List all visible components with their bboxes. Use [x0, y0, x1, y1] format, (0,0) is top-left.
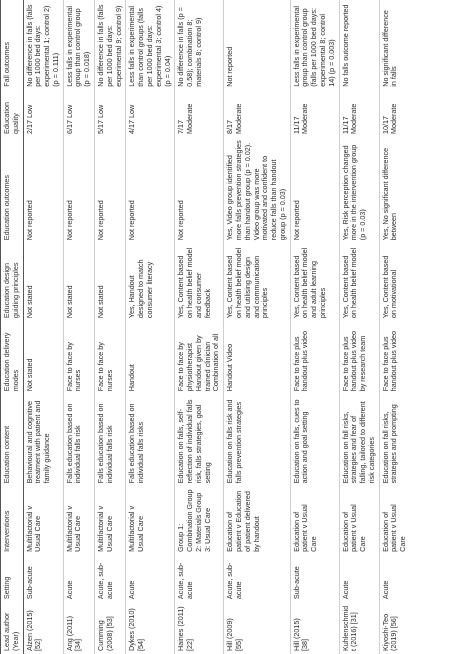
header-education-quality: Education quality [1, 90, 24, 137]
header-interventions: Interventions [1, 486, 24, 554]
cell-fall-outcomes: Less falls in experimental group than control group (falls per 1000 bed days: experimental 8; control 14) (p = 0.003) [290, 0, 339, 90]
cell-setting: Sub-acute [290, 555, 339, 602]
cell-interventions: Multifactorial v Usual Care [63, 486, 94, 554]
cell-fall-outcomes: Less falls in experimental than control groups (falls per 1000 bed days: experimental 3; control 4) (p = 0.04) [126, 0, 175, 90]
cell-delivery-modes: Handout Video [224, 321, 290, 394]
cell-design-principles: Yes, Handout designed to match consumer literacy [126, 243, 175, 321]
cell-lead-author: Kiyoshi-Teo (2019) [56] [380, 613, 399, 651]
table-header [1, 0, 24, 654]
cell-fall-outcomes: No difference in falls (falls per 1000 bed days: experimental 9; control 9) [95, 0, 126, 90]
cell-design-principles: Not stated [95, 243, 126, 321]
cell-education-quality: 11/17 Moderate [290, 90, 339, 137]
cell-education-quality: 7/17 Moderate [175, 90, 224, 137]
cell-education-outcomes: Not reported [95, 137, 126, 243]
table-row [290, 0, 339, 654]
cell-education-content: Education on falls, cues to action and goal setting [290, 394, 339, 486]
cell-education-outcomes: Yes, Risk perception changed more in the intervention group (p = 0.03) [339, 137, 379, 243]
cell-design-principles: Yes, Content based on health belief model and utilising design and communication principles [224, 243, 290, 321]
cell-delivery-modes: Face to face by physiotherapist Handout given by trained clinician Combination of all [175, 321, 224, 394]
cell-interventions: Multifactorial v Usual Care [95, 486, 126, 554]
cell-education-outcomes: Yes, No significant difference between [380, 147, 399, 241]
cell-setting: Sub-acute [23, 555, 63, 602]
cell-design-principles: Not stated [23, 243, 63, 321]
cell-design-principles: Yes, Content based on motivational [380, 255, 399, 319]
cell-education-quality: 5/17 Low [95, 90, 126, 137]
cell-setting: Acute [380, 580, 390, 600]
cell-education-outcomes: Not reported [175, 137, 224, 243]
cell-setting: Acute [63, 555, 94, 602]
table-row [175, 0, 224, 654]
header-lead-author: Lead author (Year) [1, 602, 24, 654]
cell-lead-author: Dykes (2010) [54] [126, 602, 175, 654]
cell-education-outcomes: Not reported [290, 137, 339, 243]
table-row [126, 0, 175, 654]
cell-education-outcomes: Not reported [23, 137, 63, 243]
cell-delivery-modes: Not stated [23, 321, 63, 394]
cell-lead-author: Haines (2011) [22] [175, 602, 224, 654]
cell-education-content: Education on fall risks, strategies and fear of falling, tailored to different risk categories [339, 394, 379, 486]
cell-education-content: Behavioural and cognitive treatment with patient and family guidance [23, 394, 63, 486]
cell-education-content: Education on falls, self-reflection of individual falls risk, falls strategies, goal setting [175, 394, 224, 486]
header-design-principles: Education design guiding principles [1, 243, 24, 321]
table-row [23, 0, 63, 654]
cell-delivery-modes: Face to face plus handout plus video by research team [339, 321, 379, 394]
cell-delivery-modes: Face to face by nurses [63, 321, 94, 394]
table-row [379, 0, 410, 654]
header-setting: Setting [1, 555, 24, 602]
table-row [339, 0, 379, 654]
table-row [95, 0, 126, 654]
cell-design-principles: Not stated [63, 243, 94, 321]
cell-fall-outcomes: Not reported [224, 0, 290, 90]
cell-education-outcomes: Yes, Video group identified more falls prevention strategies than handout group (p = 0.02). Video group was more motivated and confident to reduce falls than handout group (p = 0.03) [224, 137, 290, 243]
cell-education-quality: 10/17 Moderate [380, 103, 399, 134]
cell-design-principles: Yes, Content based on health belief model and adult learning principles [290, 243, 339, 321]
cell-interventions: Education of patient v Usual Care [290, 486, 339, 554]
cell-interventions: Education of patient v Education of patient delivered by handout [224, 486, 290, 554]
cell-interventions: Multifactorial v Usual Care [126, 486, 175, 554]
cell-education-content: Falls education based on individual falls risk [63, 394, 94, 486]
cell-lead-author: Hill (2009) [55] [224, 602, 290, 654]
cell-fall-outcomes: No significant difference in falls [380, 10, 399, 87]
cell-lead-author: Alzen (2015) [52] [23, 602, 63, 654]
cell-fall-outcomes: No difference in falls (falls per 1000 bed days: experimental 1; control 2) (p = 0.111) [23, 0, 63, 90]
cell-education-quality: 6/17 Low [63, 90, 94, 137]
cell-fall-outcomes: No falls outcome reported [339, 0, 379, 90]
cell-interventions: Education of patient v Usual Care [339, 486, 379, 554]
cell-education-outcomes: Not reported [126, 137, 175, 243]
cell-delivery-modes: Face to face by nurses [95, 321, 126, 394]
cell-interventions: Multifactorial v Usual Care [23, 486, 63, 554]
cell-interventions: Education of patient v Usual Care [380, 504, 408, 552]
cell-interventions: Group 1: Combination Group 2: Materials Group 3: Usual Care [175, 486, 224, 554]
cell-education-outcomes: Not reported [63, 137, 94, 243]
cell-delivery-modes: Handout [126, 321, 175, 394]
header-education-outcomes: Education outcomes [1, 137, 24, 243]
header-row [1, 0, 24, 654]
cell-setting: Acute [339, 555, 379, 602]
cell-education-quality: 2/17 Low [23, 90, 63, 137]
header-education-content: Education content [1, 394, 24, 486]
cell-education-content: Education on fall risks, strategies and prompting [380, 404, 399, 484]
cell-education-quality: 8/17 Moderate [224, 90, 290, 137]
header-fall-outcomes: Fall outcomes [1, 0, 24, 90]
cell-education-content: Falls education based on individual falls risks [126, 394, 175, 486]
header-delivery-modes: Education delivery modes [1, 321, 24, 394]
table-row [63, 0, 94, 654]
cell-design-principles: Yes, Content based on health belief model and consumer feedback [175, 243, 224, 321]
cell-fall-outcomes: Less falls in experimental group than control group (p = 0.018) [63, 0, 94, 90]
cell-lead-author: Hill (2015) [38] [290, 602, 339, 654]
cell-education-content: Falls education based on individual falls risk [95, 394, 126, 486]
cell-lead-author: Kuhlenschmidt (2016) [31] [339, 602, 379, 654]
cell-delivery-modes: Face to face plus handout plus video [290, 321, 339, 394]
cell-education-quality: 4/17 Low [126, 90, 175, 137]
cell-design-principles: Yes, Content based on health belief model [339, 243, 379, 321]
cell-education-quality: 11/17 Moderate [339, 90, 379, 137]
cell-lead-author: Cumming (2008) [53] [95, 602, 126, 654]
cell-education-content: Education on falls risk and falls prevention strategies [224, 394, 290, 486]
cell-lead-author: Ang (2011) [34] [63, 602, 94, 654]
table-row [224, 0, 290, 654]
cell-setting: Acute, sub-acute [95, 555, 126, 602]
cell-delivery-modes: Face to face plus handout plus video [380, 330, 399, 392]
table-body [23, 0, 410, 654]
cell-fall-outcomes: No difference in falls (p = 0.58); combination 8; materials 8; control 9) [175, 0, 224, 90]
cell-setting: Acute, sub-acute [224, 555, 290, 602]
cell-setting: Acute [126, 555, 175, 602]
cell-setting: Acute, sub-acute [175, 555, 224, 602]
